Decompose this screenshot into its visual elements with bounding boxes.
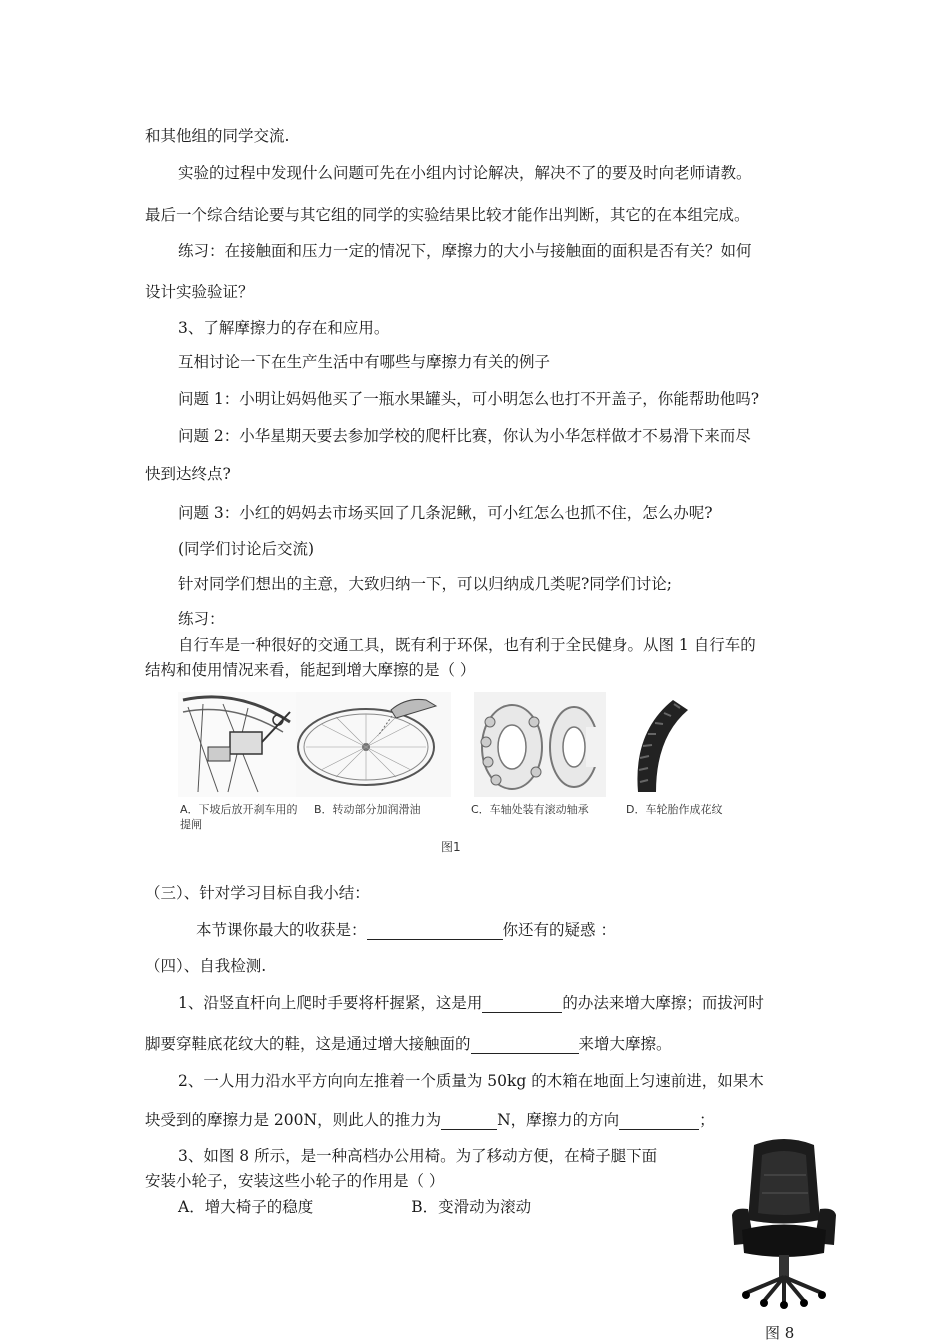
option-b: B．变滑动为滚动 xyxy=(411,1198,532,1216)
text-span: 的办法来增大摩擦；而拔河时 xyxy=(562,994,764,1012)
text-line: 实验的过程中发现什么问题可先在小组内讨论解决，解决不了的要及时向老师请教。 xyxy=(178,164,752,182)
caption-a: A．下坡后放开刹车用的提闸 xyxy=(180,803,298,831)
text-line: 练习：在接触面和压力一定的情况下，摩擦力的大小与接触面的面积是否有关？如何 xyxy=(178,242,752,260)
answer-blank[interactable] xyxy=(367,923,503,940)
question-1: 问题 1：小明让妈妈他买了一瓶水果罐头，可小明怎么也打不开盖子，你能帮助他吗? xyxy=(178,390,760,408)
text-span: N，摩擦力的方向 xyxy=(497,1111,620,1129)
question-line: 安装小轮子，安装这些小轮子的作用是（ ） xyxy=(145,1172,445,1190)
question-line: 2、一人用力沿水平方向向左推着一个质量为 50kg 的木箱在地面上匀速前进，如果木 xyxy=(178,1072,764,1090)
question-2: 问题 2：小华星期天要去参加学校的爬杆比赛，你认为小华怎样做才不易滑下来而尽 xyxy=(178,427,751,445)
text-line: 针对同学们想出的主意，大致归纳一下，可以归纳成几类呢?同学们讨论; xyxy=(178,575,673,593)
summary-line xyxy=(196,920,616,940)
caption-c: C．车轴处装有滚动轴承 xyxy=(471,803,589,816)
text-span: 脚要穿鞋底花纹大的鞋，这是通过增大接触面的 xyxy=(145,1035,471,1053)
answer-blank[interactable] xyxy=(471,1037,579,1054)
text-line: 自行车是一种很好的交通工具，既有利于环保，也有利于全民健身。从图 1 自行车的 xyxy=(178,636,756,654)
section-heading: （四）、自我检测. xyxy=(145,957,267,975)
text-line: 快到达终点? xyxy=(145,465,231,483)
doubt-label: 你还有的疑惑 ： xyxy=(502,921,616,939)
section-heading: （三）、针对学习目标自我小结： xyxy=(145,884,370,902)
question-line xyxy=(178,993,764,1013)
option-a: A．增大椅子的稳度 xyxy=(178,1198,314,1216)
text-line: 互相讨论一下在生产生活中有哪些与摩擦力有关的例子 xyxy=(178,353,551,371)
text-line: 最后一个综合结论要与其它组的同学的实验结果比较才能作出判断，其它的在本组完成。 xyxy=(145,206,750,224)
text-span: 来增大摩擦。 xyxy=(578,1035,672,1053)
office-chair-image xyxy=(724,1135,844,1310)
brake-lever-image xyxy=(178,692,296,797)
question-line xyxy=(145,1110,715,1130)
tire-tread-image xyxy=(618,692,698,797)
caption-b: B．转动部分加润滑油 xyxy=(314,803,421,816)
text-line: (同学们讨论后交流) xyxy=(178,540,315,558)
question-line: 3、如图 8 所示，是一种高档办公用椅。为了移动方便，在椅子腿下面 xyxy=(178,1147,658,1165)
text-span: ； xyxy=(699,1111,715,1129)
question-line xyxy=(145,1034,672,1054)
text-span: 块受到的摩擦力是 200N，则此人的推力为 xyxy=(145,1111,442,1129)
options-line xyxy=(178,1197,531,1217)
section-heading: 3、了解摩擦力的存在和应用。 xyxy=(178,319,390,337)
caption-d: D．车轮胎作成花纹 xyxy=(626,803,723,816)
figure-1-title: 图1 xyxy=(441,840,461,854)
text-span: 1、沿竖直杆向上爬时手要将杆握紧，这是用 xyxy=(178,994,483,1012)
figure-1 xyxy=(178,692,738,842)
summary-label: 本节课你最大的收获是： xyxy=(196,921,367,939)
wheel-oil-image xyxy=(296,692,451,797)
text-line: 练习： xyxy=(178,610,225,628)
text-line: 结构和使用情况来看，能起到增大摩擦的是（ ） xyxy=(145,661,476,679)
text-line: 设计实验验证？ xyxy=(145,283,254,301)
answer-blank[interactable] xyxy=(619,1113,699,1130)
text-line: 和其他组的同学交流. xyxy=(145,127,290,145)
question-3: 问题 3：小红的妈妈去市场买回了几条泥鳅，可小红怎么也抓不住，怎么办呢? xyxy=(178,504,713,522)
answer-blank[interactable] xyxy=(441,1113,497,1130)
answer-blank[interactable] xyxy=(482,996,562,1013)
ball-bearing-image xyxy=(474,692,606,797)
figure-8-label: 图 8 xyxy=(765,1324,795,1342)
